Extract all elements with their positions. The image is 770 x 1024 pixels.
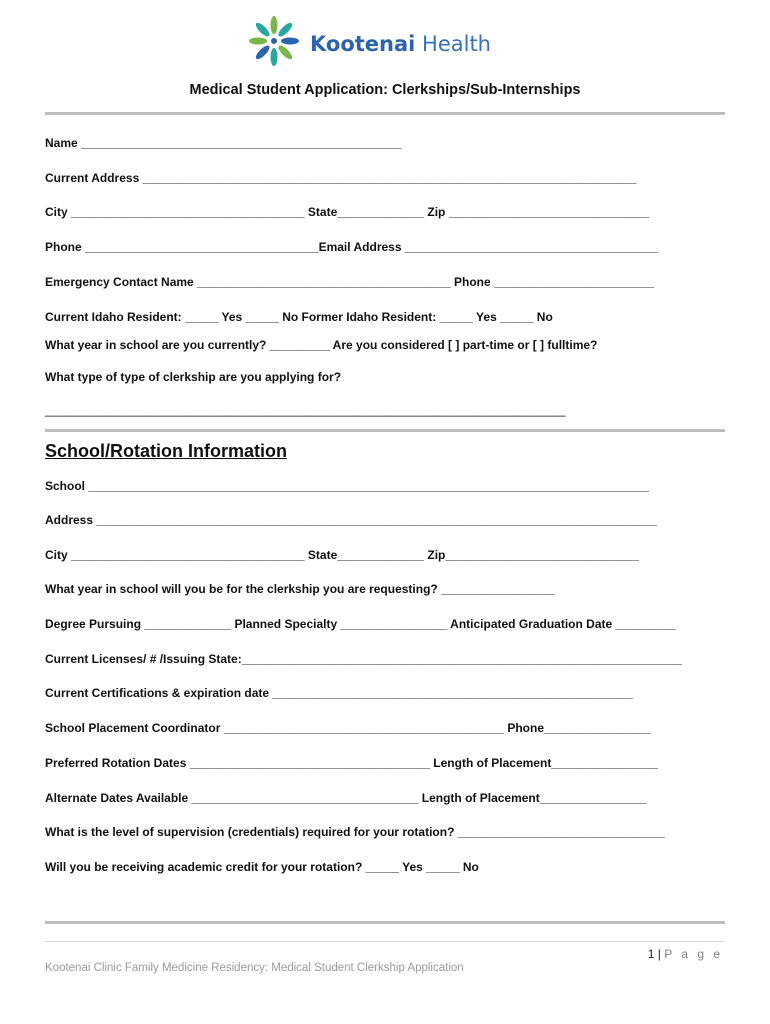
divider [45,429,725,432]
footer-divider [45,941,725,942]
current-address-field[interactable]: Current Address __________________________________________________________________________ [45,171,637,185]
idaho-resident-field[interactable]: Current Idaho Resident: _____ Yes _____ No Former Idaho Resident: _____ Yes _____ No [45,310,553,324]
school-city-state-zip-field[interactable]: City ___________________________________ State_____________ Zip_____________________________ [45,548,639,562]
page-title: Medical Student Application: Clerkships/Sub-Internships [189,82,581,98]
section-heading: School/Rotation Information [45,441,287,461]
academic-credit-field[interactable]: Will you be receiving academic credit for your rotation? _____ Yes _____ No [45,860,479,874]
phone-email-field[interactable]: Phone ___________________________________Email Address ______________________________________ [45,240,659,254]
name-field[interactable]: Name ________________________________________________ [45,136,402,150]
pinwheel-logo-icon [247,14,301,68]
school-field[interactable]: School ____________________________________________________________________________________ [45,479,649,493]
kootenai-health-logo [247,14,491,68]
clerkship-type-question: What type of type of clerkship are you applying for? [45,370,342,384]
preferred-dates-field[interactable]: Preferred Rotation Dates ____________________________________ Length of Placement________________ [45,756,659,770]
footer-text: Kootenai Clinic Family Medicine Residency: Medical Student Clerkship Application [45,962,464,974]
licenses-field[interactable]: Current Licenses/ # /Issuing State:__________________________________________________________________ [45,652,683,666]
clerkship-type-answer-line[interactable]: ______________________________________________________________________________ [45,403,566,417]
divider [45,921,725,924]
school-address-field[interactable]: Address ____________________________________________________________________________________ [45,513,657,527]
certifications-field[interactable]: Current Certifications & expiration date ______________________________________________________ [45,686,633,700]
alternate-dates-field[interactable]: Alternate Dates Available __________________________________ Length of Placement________________ [45,791,647,805]
supervision-field[interactable]: What is the level of supervision (credentials) required for your rotation? _______________________________ [45,825,665,839]
clerkship-year-field[interactable]: What year in school will you be for the clerkship you are requesting? _________________ [45,582,555,596]
coordinator-field[interactable]: School Placement Coordinator __________________________________________ Phone________________ [45,721,651,735]
divider [45,112,725,115]
page-number: 1 | P a g e [647,947,723,961]
emergency-contact-field[interactable]: Emergency Contact Name ______________________________________ Phone ________________________ [45,275,655,289]
city-state-zip-field[interactable]: City ___________________________________ State_____________ Zip ______________________________ [45,205,649,219]
degree-specialty-field[interactable]: Degree Pursuing _____________ Planned Specialty ________________ Anticipated Graduation Date _________ [45,617,676,631]
brand-name: Kootenai Health [310,32,491,56]
school-year-field[interactable]: What year in school are you currently? _________ Are you considered [ ] part-time or [ ] fulltime? [45,338,598,352]
